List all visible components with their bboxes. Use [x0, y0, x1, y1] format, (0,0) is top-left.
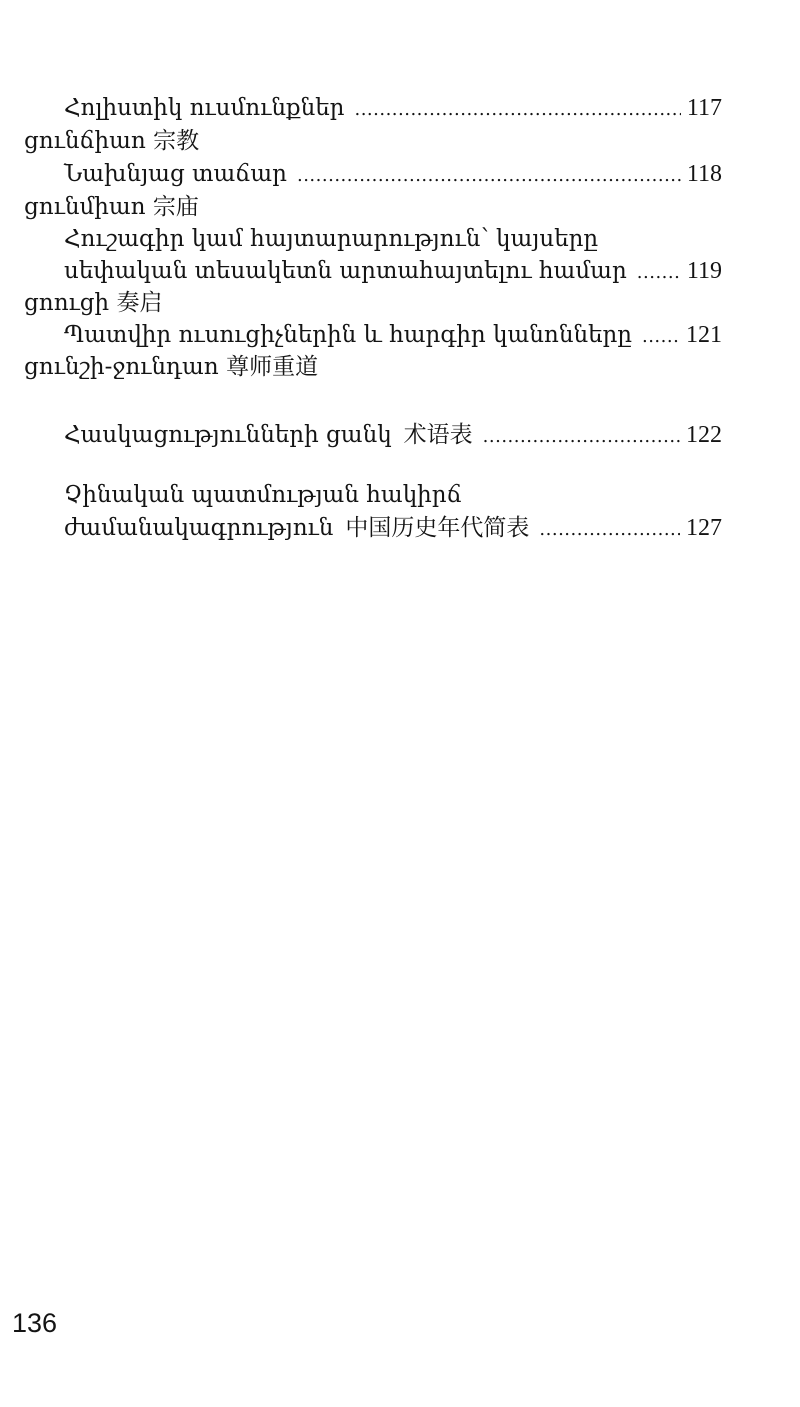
dot-leader [642, 322, 680, 352]
term-chinese: 术语表 [403, 422, 473, 448]
term-transliteration: ցունշի-ջունդաո [24, 354, 219, 380]
toc-entry-title: Հասկացությունների ցանկ [64, 422, 392, 448]
toc-entry-title: Պատվիր ուսուցիչներին և հարգիր կանոնները [64, 322, 632, 348]
dot-leader [297, 161, 681, 191]
dot-leader [539, 515, 680, 545]
term-chinese: 尊师重道 [226, 354, 319, 380]
toc-page-number: 119 [686, 258, 722, 284]
toc-entry-memorial[interactable] [64, 256, 722, 288]
toc-entry-respect-teachers[interactable] [64, 320, 722, 352]
term-transliteration: ցունմիաո [24, 194, 146, 220]
page-number: 136 [12, 1308, 58, 1338]
term-chinese: 宗教 [153, 128, 200, 154]
toc-entry-ancestral-temple[interactable] [64, 159, 722, 191]
toc-entry-title: սեփական տեսակետն արտահայտելու համար [64, 258, 627, 284]
toc-page-number: 118 [686, 161, 722, 187]
dot-leader [637, 258, 681, 288]
toc-entry-glossary[interactable] [64, 420, 722, 452]
toc-page-number: 121 [686, 322, 722, 348]
term-chinese: 奏启 [116, 290, 163, 316]
toc-page-number: 127 [686, 515, 722, 541]
toc-entry-chronology[interactable] [64, 513, 722, 545]
term-chinese: 宗庙 [152, 194, 199, 220]
toc-entry-title: Հոլիստիկ ուսմունքներ [64, 95, 345, 121]
dot-leader [354, 95, 680, 125]
toc-heading-zongmiao [24, 192, 199, 222]
toc-heading-zongjiao [24, 126, 199, 156]
toc-heading-zouqi [24, 288, 162, 318]
term-transliteration: ցունճիաո [24, 128, 146, 154]
toc-page-number: 117 [686, 95, 722, 121]
toc-entry-title: ժամանակագրություն [64, 515, 334, 541]
term-chinese: 中国历史年代简表 [345, 515, 530, 541]
toc-entry-holistic-teachings[interactable] [64, 93, 722, 125]
toc-entry-title: Նախնյաց տաճար [64, 161, 287, 187]
toc-entry-chronology-line1: Չինական պատմության հակիրճ [64, 482, 462, 508]
toc-entry-memorial-line1: Հուշագիր կամ հայտարարություն՝ կայսերը [64, 226, 599, 252]
toc-page-number: 122 [686, 422, 722, 448]
term-transliteration: ցոուցի [24, 290, 110, 316]
toc-heading-zunshi-zhongdao [24, 352, 318, 382]
dot-leader [483, 422, 680, 452]
